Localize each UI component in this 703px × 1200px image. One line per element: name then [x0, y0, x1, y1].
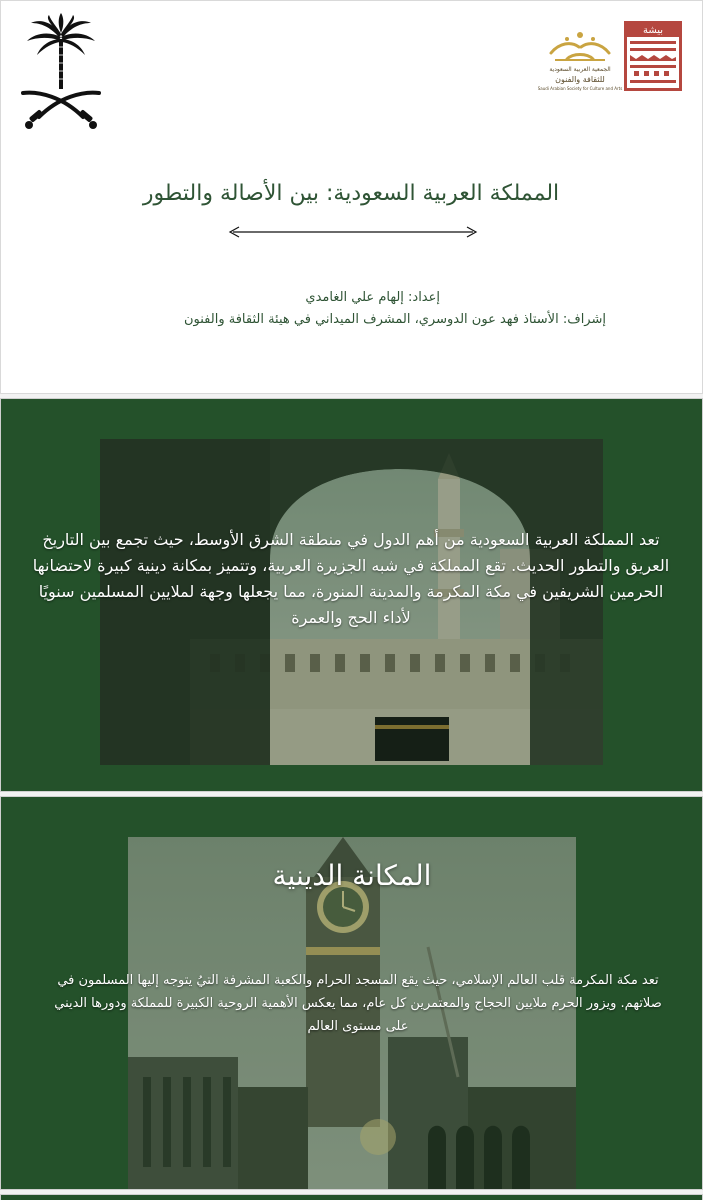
presentation-title: المملكة العربية السعودية: بين الأصالة والتطور	[142, 181, 560, 206]
double-arrow-icon	[227, 225, 479, 239]
bisha-logo-text: بيشة	[642, 25, 664, 36]
slide-introduction[interactable]	[0, 398, 703, 792]
introduction-paragraph: تعد المملكة العربية السعودية من أهم الدول في منطقة الشرق الأوسط، حيث تجمع بين التاريخ العريق والتطور الحديث. تقع المملكة في شبه الجزيرة العربية، وتتميز بمكانة دينية كبيرة لاحتضانها الحرمين الشريفين في مكة المكرمة والمدينة المنورة، مما يجعلها وجهة لملايين المسلمين سنويًا لأداء الحج والعمرة	[32, 530, 670, 627]
supervised-by-text: إشراف: الأستاذ فهد عون الدوسري، المشرف الميداني في هيئة الثقافة والفنون	[183, 312, 606, 327]
religious-status-paragraph: تعد مكة المكرمة قلب العالم الإسلامي، حيث يقع المسجد الحرام والكعبة المشرفة التيُ يتوجه إليها المسلمون في صلاتهم. ويزور الحرم ملايين الحجاج والمعتمرين كل عام، مما يعكس الأهمية الروحية الكبيرة للمملكة ودورها الديني على مستوى العالم	[54, 973, 662, 1034]
society-culture-arts-logo-icon	[537, 23, 623, 95]
society-name-english: Saudi Arabian Society for Culture and Arts	[537, 86, 623, 91]
slide-religious-status[interactable]	[0, 796, 703, 1190]
prepared-by-text: إعداد: إلهام علي الغامدي	[305, 290, 440, 305]
religious-status-heading: المكانة الدينية	[272, 859, 432, 892]
society-name-line1: الجمعية العربية السعودية	[549, 66, 611, 73]
society-name-line2: للثقافة والفنون	[555, 75, 605, 84]
slide-title[interactable]	[0, 0, 703, 394]
saudi-emblem-palm-swords-icon	[19, 13, 103, 131]
bisha-logo-icon	[624, 21, 682, 91]
society-logo-mark	[537, 23, 623, 65]
slide-next-partial[interactable]	[0, 1194, 703, 1200]
